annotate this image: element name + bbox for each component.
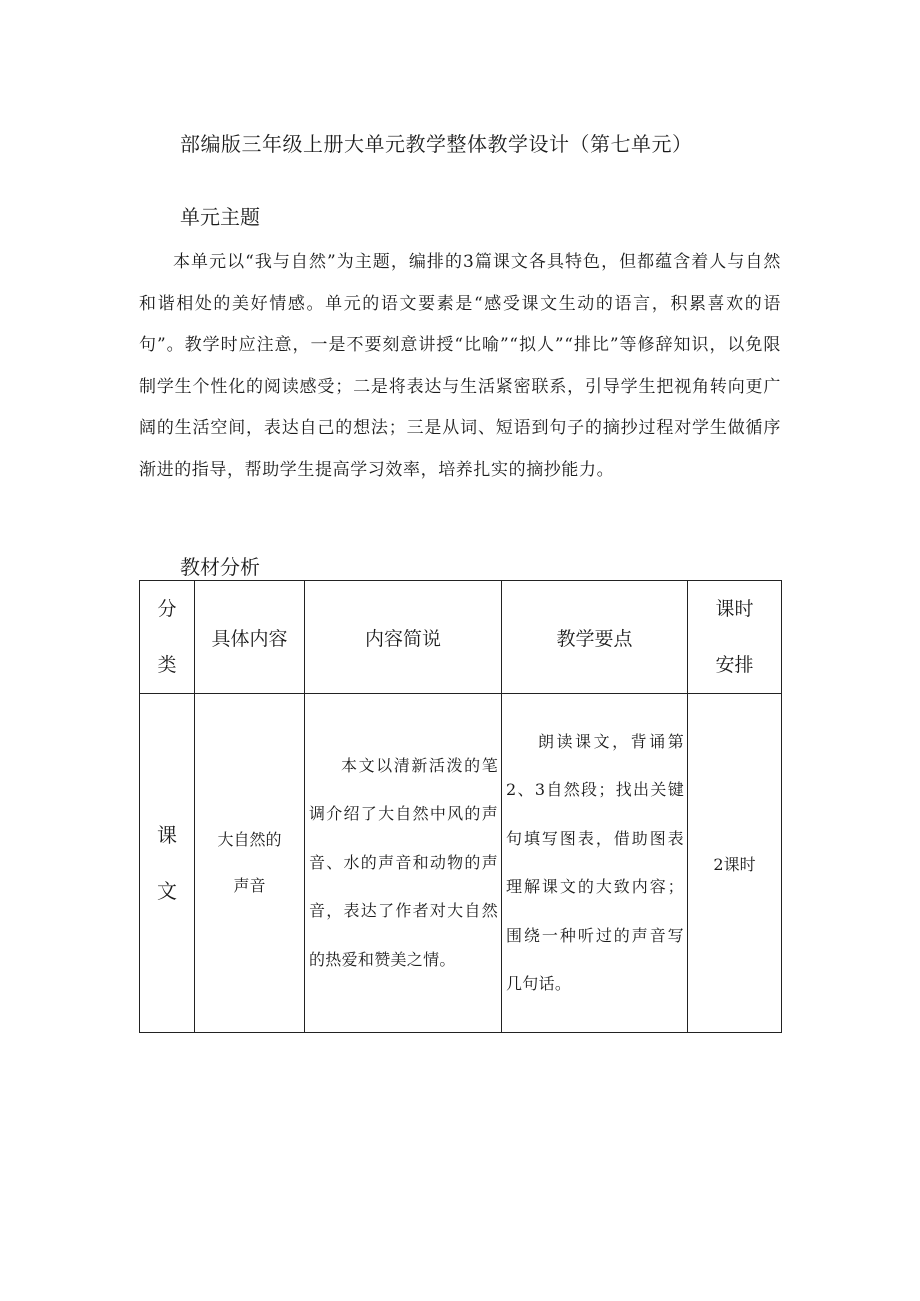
table-header-row — [140, 581, 782, 694]
cell-key-points — [502, 694, 688, 1033]
header-key-points: 教学要点 — [502, 581, 688, 694]
header-hours-label: 课时安排 — [715, 598, 754, 676]
cell-summary — [305, 694, 502, 1033]
unit-theme-heading: 单元主题 — [180, 205, 260, 229]
cell-hours: 2课时 — [688, 694, 782, 1033]
header-category — [140, 581, 195, 694]
cell-category — [140, 694, 195, 1033]
cell-content — [195, 694, 305, 1033]
header-hours — [688, 581, 782, 694]
header-summary: 内容简说 — [305, 581, 502, 694]
cell-content-text: 大自然的声音 — [217, 830, 282, 895]
header-content: 具体内容 — [195, 581, 305, 694]
unit-theme-paragraph: 本单元以“我与自然”为主题，编排的3篇课文各具特色，但都蕴含着人与自然和谐相处的美好情感。单元的语文要素是“感受课文生动的语言，积累喜欢的语句”。教学时应注意，一是不要刻意讲授“比喻”“拟人”“排比”等修辞知识，以免限制学生个性化的阅读感受；二是将表达与生活紧密联系，引导学生把视角转向更广阔的生活空间，表达自己的想法；三是从词、短语到句子的摘抄过程对学生做循序渐进的指导，帮助学生提高学习效率，培养扎实的摘抄能力。 — [139, 252, 781, 480]
material-analysis-heading: 教材分析 — [180, 555, 260, 579]
document-title: 部编版三年级上册大单元教学整体教学设计（第七单元） — [180, 132, 693, 156]
table-row — [140, 694, 782, 1033]
header-category-label: 分类 — [157, 598, 177, 676]
cell-category-text: 课文 — [157, 823, 177, 903]
cell-key-points-text: 朗读课文，背诵第2、3自然段；找出关键句填写图表，借助图表理解课文的大致内容；围绕一种听过的声音写几句话。 — [506, 731, 684, 993]
material-analysis-table — [139, 580, 782, 1033]
cell-summary-text: 本文以清新活泼的笔调介绍了大自然中风的声音、水的声音和动物的声音，表达了作者对大自然的热爱和赞美之情。 — [309, 755, 498, 969]
